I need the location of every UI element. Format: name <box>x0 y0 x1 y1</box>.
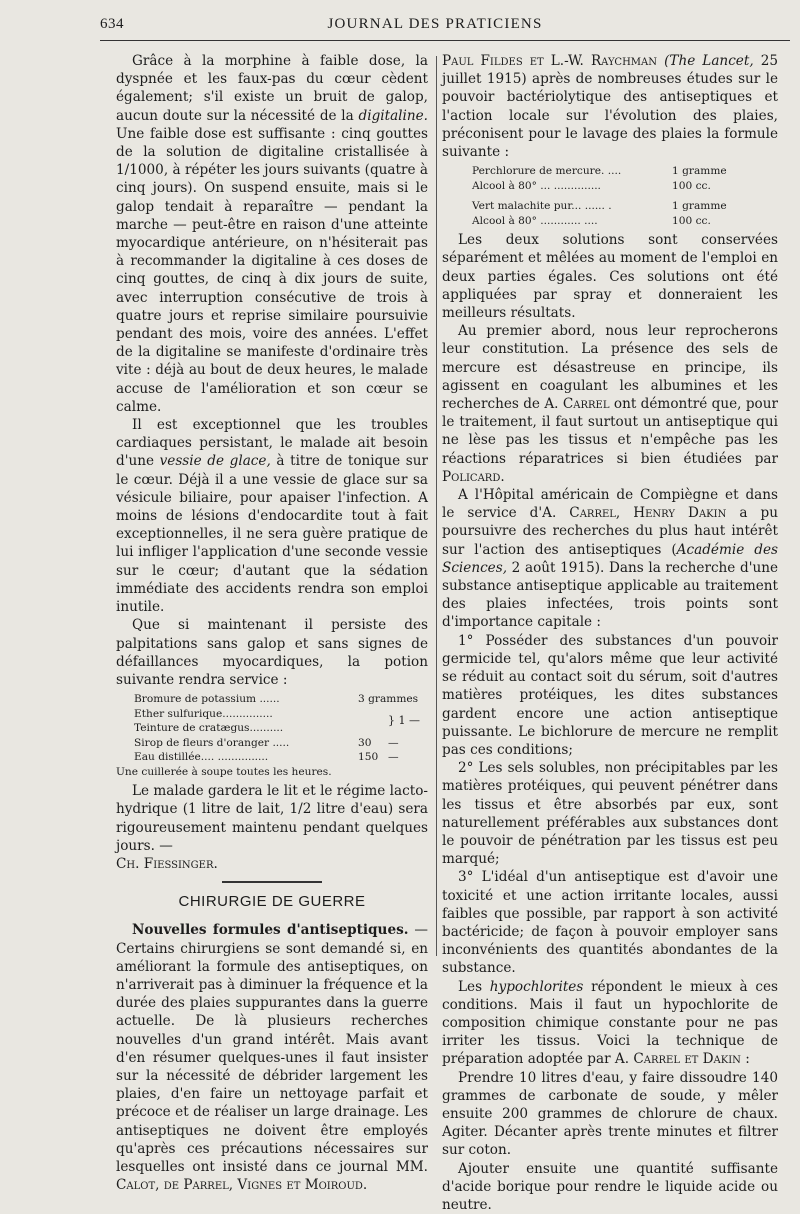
paragraph-regime: Le malade gardera le lit et le régime lacto-hydrique (1 litre de lait, 1/2 litre d'eau) sera rigoureusement maintenu pendant quelques jours. — <box>116 783 428 854</box>
paragraph-vessie: Il est exceptionnel que les troubles cardiaques persistant, le malade ait besoin d'une vessie de glace, à titre de tonique sur le cœur. Déjà il a une vessie de glace sur sa vésicule biliaire, pour apaiser l'infection. A moins de lésions d'endocardite tout à fait exceptionnelles, il ne sera guère pratique de lui infliger l'application d'une seconde vessie sur le cœur; d'autant que la sédation immédiate des accidents rendra son emploi inutile. <box>116 417 428 616</box>
left-column <box>116 52 428 1194</box>
paragraph-point-1: 1° Posséder des substances d'un pouvoir germicide tel, qu'alors même que leur activité se réduit au contact soit du sérum, soit d'autres matières protéiques, les dites substances gardent encore une action antiseptique puissante. Le bichlorure de mercure ne remplit pas ces conditions; <box>442 632 778 758</box>
recipe-row: Eau distillée.... ............... 150 — <box>134 751 399 764</box>
right-column <box>442 52 778 1214</box>
recipe-row: Sirop de fleurs d'oranger ..... 30 — <box>134 736 399 749</box>
spray-recipe <box>472 164 778 228</box>
author-signature: Ch. Fiessinger. <box>116 855 218 872</box>
paragraph-point-2: 2° Les sels solubles, non précipitables par les matières protéiques, qui peuvent pénétrer dans les tissus et être absorbés par eux, sont naturellement préférables aux substances dont le pouvoir de pénétration par les tissus est peu marqué; <box>442 760 778 868</box>
paragraph-preparation: Prendre 10 litres d'eau, y faire dissoudre 140 grammes de carbonate de soude, y mêler ensuite 200 grammes de chlorure de chaux. Agiter. Décanter après trente minutes et filtrer sur coton. <box>442 1069 778 1159</box>
recipe-row: Teinture de cratægus.......... <box>134 722 284 735</box>
section-title: CHIRURGIE DE GUERRE <box>178 893 366 911</box>
page-header <box>100 14 770 36</box>
section-separator <box>222 881 322 883</box>
paragraph-compiegne: A l'Hôpital américain de Compiègne et dans le service d'A. Carrel, Henry Dakin a pu poursuivre des recherches du plus haut intérêt sur l'action des antiseptiques (Académie des Sciences, 2 août 1915). Dans la recherche d'une substance antiseptique applicable au traitement des plaies infectées, trois points sont d'importance capitale : <box>442 487 779 631</box>
paragraph-digitaline: Grâce à la morphine à faible dose, la dyspnée et les faux-pas du cœur cèdent également; s'il existe un bruit de galop, aucun doute sur la nécessité de la digitaline. Une faible dose est suffisante : cinq gouttes de la solution de digitaline cristallisée à 1/1000, à répéter les jours suivants (quatre à cinq jours). On suspend ensuite, mais si le galop tendait à reparaître — pendant la marche — peut-être en raison d'une atteinte myocardique antérieure, on n'hésiterait pas à recommander la digitaline à ces doses de cinq gouttes, de cinq à dix jours de suite, avec interruption consécutive de trois à quatre jours et reprise similaire poursuivie pendant des mois, voire des années. L'effet de la digitaline se manifeste d'ordinaire très vite : déjà au bout de deux heures, le malade accuse de l'amélioration et son cœur se calme. <box>116 53 428 415</box>
header-rule <box>100 40 790 41</box>
page-number: 634 <box>100 16 124 32</box>
recipe-row: Vert malachite pur... ...... . 1 gramme <box>472 200 727 213</box>
recipe-brace-group: Ether sulfurique............... Teinture de cratægus.......... } 1 — <box>134 707 420 735</box>
journal-title: JOURNAL DES PRATICIENS <box>327 16 543 32</box>
paragraph-hypochlorites: Les hypochlorites répondent le mieux à ces conditions. Mais il faut un hypochlorite de composition chimique constante pour ne pas irriter les tissus. Voici la technique de préparation adoptée par A. Carrel et Dakin : <box>442 978 778 1068</box>
recipe-note: Une cuillerée à soupe toutes les heures. <box>116 765 332 778</box>
recipe-row: Alcool à 80° ... .............. 100 cc. <box>472 179 711 192</box>
paragraph-antiseptiques: Nouvelles formules d'antiseptiques. — Certains chirurgiens se sont demandé si, en améliorant la formule des antiseptiques, on n'arriverait pas à diminuer la fréquence et la durée des plaies suppurantes dans la guerre actuelle. De là plusieurs recherches nouvelles d'un grand intérêt. Mais avant d'en résumer quelques-unes il faut insister sur la nécessité de débrider largement les plaies, d'en faire un nettoyage parfait et précoce et de réaliser un large drainage. Les antiseptiques ne doivent être employés qu'après ces précautions nécessaires sur lesquelles ont insisté dans ce journal MM. Calot, de Parrel, Vignes et Moiroud. <box>116 922 428 1194</box>
potion-recipe <box>116 692 428 779</box>
paragraph-fildes: Paul Fildes et L.-W. Raychman (The Lancet, 25 juillet 1915) après de nombreuses études sur le pouvoir bactériolytique des antiseptiques et l'action locale sur l'évolution des plaies, préconisent pour le lavage des plaies la formule suivante : <box>442 53 778 161</box>
column-divider <box>436 56 437 956</box>
paragraph-palpitations: Que si maintenant il persiste des palpitations sans galop et sans signes de défaillances myocardiques, la potion suivante rendra service : <box>116 617 428 688</box>
paragraph-point-3: 3° L'idéal d'un antiseptique est d'avoir une toxicité et une action irritante locales, aussi faibles que possible, par rapport à son activité bactéricide; de façon à pouvoir employer sans inconvénients des quantités abondantes de la substance. <box>442 869 778 977</box>
recipe-row: Bromure de potassium ...... 3 grammes <box>134 693 419 706</box>
recipe-row: Ether sulfurique............... <box>134 707 273 720</box>
paragraph-acide-borique: Ajouter ensuite une quantité suffisante d'acide borique pour rendre le liquide acide ou neutre. <box>442 1160 778 1213</box>
recipe-row: Alcool à 80° ............ .... 100 cc. <box>472 214 711 227</box>
paragraph-constitution: Au premier abord, nous leur reprocherons leur constitution. La présence des sels de mercure est désastreuse en principe, ils agissent en coagulant les albumines et les recherches de A. Carrel ont démontré que, pour le traitement, il faut surtout un antiseptique qui ne lèse pas les tissus et n'empêche pas les réactions réparatrices si bien étudiées par Policard. <box>442 323 778 485</box>
paragraph-solutions: Les deux solutions sont conservées séparément et mêlées au moment de l'emploi en deux parties égales. Ces solutions ont été appliquées par spray et donneraient les meilleurs résultats. <box>442 232 778 322</box>
recipe-row: Perchlorure de mercure. .... 1 gramme <box>472 165 727 178</box>
